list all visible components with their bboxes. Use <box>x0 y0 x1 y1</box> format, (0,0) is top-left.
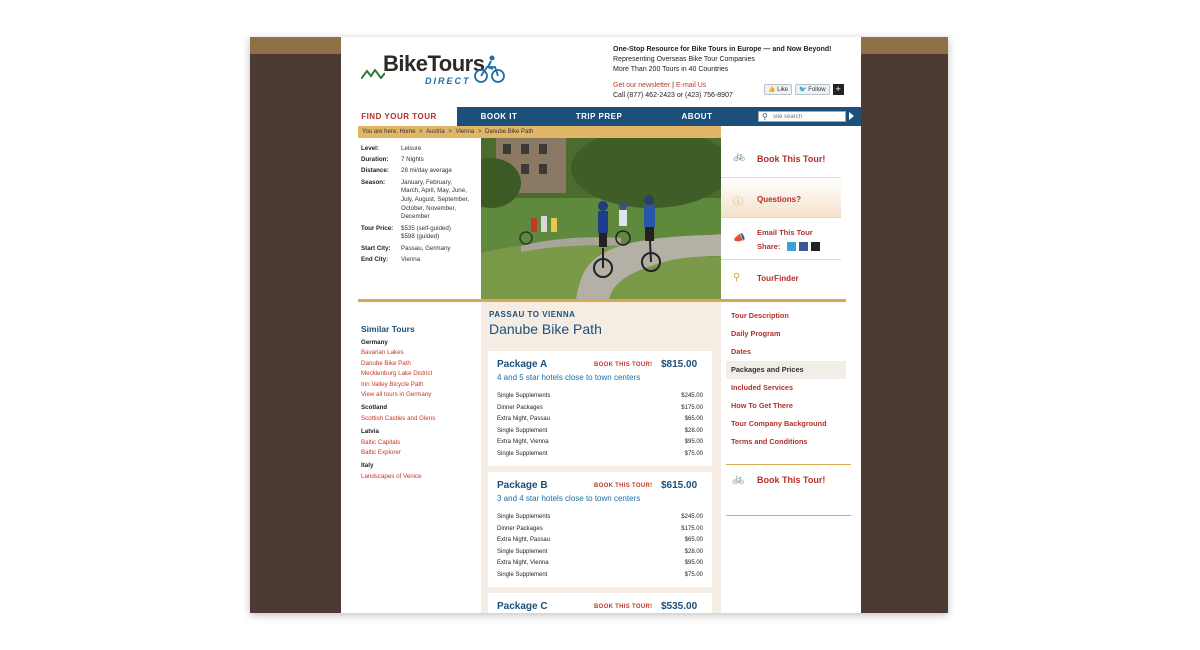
option-name: Single Supplement <box>497 427 548 434</box>
package-card <box>488 593 712 613</box>
package-description: 3 and 4 star hotels close to town centers <box>497 494 641 503</box>
detail-value: Leisure <box>401 145 422 152</box>
screenshot-frame <box>250 37 948 613</box>
detail-row <box>361 145 481 154</box>
package-title: Package A <box>497 359 548 370</box>
package-book-link[interactable]: BOOK THIS TOUR! <box>594 362 653 368</box>
package-price: $815.00 <box>661 359 698 370</box>
search-go-arrow-icon[interactable] <box>849 112 854 120</box>
section-link-packages-and-prices[interactable]: Packages and Prices <box>726 361 846 379</box>
option-price: $175.00 <box>681 404 703 411</box>
tagline-line3: More Than 200 Tours in 40 Countries <box>613 66 729 73</box>
table-row <box>497 524 703 536</box>
table-row <box>497 437 703 449</box>
tourfinder-label: TourFinder <box>757 274 799 283</box>
breadcrumb-home[interactable]: Home <box>399 129 416 135</box>
magnifier-icon: ⚲ <box>733 272 741 283</box>
bicycle-icon: 🚲 <box>733 151 746 162</box>
table-row <box>497 535 703 547</box>
option-price: $95.00 <box>684 439 703 445</box>
packages-section <box>481 302 721 613</box>
option-price: $75.00 <box>684 571 703 578</box>
search-input[interactable] <box>773 112 845 121</box>
similar-link[interactable]: Danube Bike Path <box>361 359 411 367</box>
option-price: $245.00 <box>681 393 703 399</box>
table-row <box>497 449 703 461</box>
tour-photo <box>481 138 721 300</box>
similar-group-germany: Germany <box>361 339 388 346</box>
detail-value: 7 Nights <box>401 156 424 164</box>
nav-tab-book-it[interactable]: BOOK IT <box>480 112 518 121</box>
breadcrumb-separator: > <box>477 129 482 135</box>
book-tour-label: Book This Tour! <box>757 154 826 164</box>
follow-label: Follow <box>808 87 826 93</box>
twitter-follow-button[interactable]: 🐦 Follow <box>795 84 829 95</box>
similar-link[interactable]: Bavarian Lakes <box>361 349 404 357</box>
search-icon: ⚲ <box>762 112 768 121</box>
phone-numbers: Call (877) 462-2423 or (423) 756-8907 <box>613 92 733 99</box>
table-row <box>497 414 703 426</box>
option-name: Extra Night, Passau <box>497 537 551 543</box>
table-row <box>497 426 703 438</box>
detail-label: Duration: <box>361 156 389 164</box>
option-price: $245.00 <box>681 514 703 520</box>
webpage <box>341 37 861 613</box>
email-tour-label: Email This Tour <box>757 228 813 237</box>
nav-tab-find-your-tour[interactable]: FIND YOUR TOUR <box>341 107 457 126</box>
similar-link[interactable]: Baltic Capitals <box>361 438 401 446</box>
plus-share-icon[interactable] <box>811 242 820 251</box>
option-name: Dinner Packages <box>497 525 543 532</box>
detail-label: End City: <box>361 255 389 263</box>
option-name: Single Supplements <box>497 393 551 399</box>
package-options <box>497 512 703 581</box>
tagline-main: One-Stop Resource for Bike Tours in Europe — and Now Beyond! <box>613 46 832 53</box>
package-title: Package B <box>497 480 548 491</box>
similar-group-italy: Italy <box>361 462 374 470</box>
detail-value: $535 (self-guided) $598 (guided) <box>401 224 451 241</box>
megaphone-icon: 📣 <box>733 233 746 244</box>
detail-row <box>361 256 481 265</box>
cyclist-logo-icon <box>473 54 505 84</box>
option-price: $95.00 <box>684 560 703 566</box>
package-card <box>488 351 712 466</box>
header-contact <box>613 81 733 101</box>
tour-name: Danube Bike Path <box>489 321 602 337</box>
option-price: $65.00 <box>684 416 703 422</box>
package-book-link[interactable]: BOOK THIS TOUR! <box>594 604 653 610</box>
similar-group-latvia: Latvia <box>361 428 379 436</box>
breadcrumb <box>358 126 721 138</box>
detail-value: 28 mi/day average <box>401 167 452 175</box>
option-name: Extra Night, Vienna <box>497 560 549 566</box>
detail-row <box>361 225 481 242</box>
tour-route: PASSAU TO VIENNA <box>489 310 576 319</box>
bicycle-icon: 🚲 <box>732 474 745 485</box>
similar-link[interactable]: Mecklenburg Lake District <box>361 370 433 378</box>
option-name: Single Supplement <box>497 548 548 555</box>
section-link-terms-and-conditions[interactable]: Terms and Conditions <box>731 437 808 446</box>
option-name: Single Supplement <box>497 571 548 578</box>
detail-value: Passau, Germany <box>401 244 451 252</box>
questions-action[interactable] <box>721 178 841 218</box>
detail-row <box>361 167 481 176</box>
twitter-share-icon[interactable] <box>787 242 796 251</box>
option-price: $65.00 <box>684 537 703 543</box>
package-book-link[interactable]: BOOK THIS TOUR! <box>594 483 653 489</box>
logo-subtitle: DIRECT <box>425 76 471 86</box>
logo-text: BikeTours <box>383 51 485 76</box>
package-options <box>497 391 703 460</box>
nav-tab-about[interactable]: ABOUT <box>681 112 713 121</box>
tour-sections-nav <box>726 307 846 451</box>
facebook-share-icon[interactable] <box>799 242 808 251</box>
book-tour-bottom-label: Book This Tour! <box>757 475 826 485</box>
mountain-logo-icon <box>361 69 385 79</box>
similar-group-scotland: Scotland <box>361 404 388 412</box>
section-link-tour-description[interactable]: Tour Description <box>731 311 789 320</box>
book-tour-action[interactable] <box>721 138 841 178</box>
section-link-dates[interactable]: Dates <box>731 347 751 356</box>
option-price: $28.00 <box>684 548 703 555</box>
package-description: 4 and 5 star hotels close to town centers <box>497 373 641 382</box>
tour-actions-panel <box>721 138 861 300</box>
similar-tours-title: Similar Tours <box>361 324 415 334</box>
breadcrumb-vienna[interactable]: Vienna <box>455 129 475 135</box>
nav-tab-trip-prep[interactable]: TRIP PREP <box>575 112 623 121</box>
detail-label: Level: <box>361 145 379 152</box>
similar-link[interactable]: Inn Valley Bicycle Path <box>361 380 424 388</box>
newsletter-link[interactable]: Get our newsletter <box>613 82 671 89</box>
table-row <box>497 403 703 415</box>
table-row <box>497 558 703 570</box>
like-label: Like <box>777 87 789 93</box>
tour-details <box>361 145 481 267</box>
questions-label: Questions? <box>757 195 802 204</box>
option-name: Dinner Packages <box>497 404 543 411</box>
question-icon: ⓘ <box>733 197 743 208</box>
breadcrumb-prefix: You are here: <box>362 129 398 135</box>
logo[interactable] <box>361 51 501 91</box>
package-title: Package C <box>497 601 548 612</box>
option-price: $75.00 <box>684 450 703 457</box>
detail-label: Start City: <box>361 244 391 252</box>
section-link-tour-company-background[interactable]: Tour Company Background <box>731 419 827 428</box>
section-link-daily-program[interactable]: Daily Program <box>731 329 781 338</box>
detail-value: Vienna <box>401 255 421 263</box>
section-link-how-to-get-there[interactable]: How To Get There <box>731 401 793 410</box>
package-price: $535.00 <box>661 601 698 612</box>
main-nav <box>341 107 861 126</box>
option-name: Extra Night, Vienna <box>497 439 549 445</box>
facebook-like-button[interactable]: 👍 Like <box>764 84 792 95</box>
table-row <box>497 570 703 582</box>
breadcrumb-austria[interactable]: Austria <box>426 129 445 135</box>
book-tour-bottom[interactable] <box>726 464 851 516</box>
detail-row <box>361 245 481 254</box>
option-price: $28.00 <box>684 427 703 434</box>
detail-label: Tour Price: <box>361 224 394 232</box>
detail-label: Distance: <box>361 167 389 175</box>
email-us-link[interactable]: E-mail Us <box>675 82 707 89</box>
detail-label: Season: <box>361 178 386 186</box>
tagline-line2: Representing Overseas Bike Tour Companies <box>613 56 755 63</box>
similar-tours <box>361 323 476 482</box>
package-card <box>488 472 712 587</box>
header-tagline <box>613 45 831 75</box>
social-buttons <box>764 84 844 95</box>
breadcrumb-separator: > <box>419 129 423 135</box>
similar-link[interactable]: Baltic Explorer <box>361 449 401 457</box>
detail-row <box>361 179 481 223</box>
breadcrumb-current: Danube Bike Path <box>485 129 534 135</box>
option-name: Single Supplement <box>497 450 548 457</box>
email-tour-action[interactable] <box>721 218 841 260</box>
table-row <box>497 391 703 403</box>
option-name: Extra Night, Passau <box>497 416 551 422</box>
table-row <box>497 547 703 559</box>
table-row <box>497 512 703 524</box>
contact-divider: | <box>672 82 674 89</box>
breadcrumb-separator: > <box>448 129 452 135</box>
similar-link[interactable]: Scottish Castles and Glens <box>361 414 436 422</box>
similar-link[interactable]: Landscapes of Venice <box>361 472 422 480</box>
detail-row <box>361 156 481 165</box>
plus-share-button[interactable]: + <box>833 84 844 95</box>
share-label: Share: <box>757 242 781 251</box>
package-price: $615.00 <box>661 480 698 491</box>
option-price: $175.00 <box>681 525 703 532</box>
similar-link[interactable]: View all tours in Germany <box>361 391 432 399</box>
option-name: Single Supplements <box>497 514 551 520</box>
search-box <box>758 111 846 122</box>
section-link-included-services[interactable]: Included Services <box>731 383 794 392</box>
detail-value: January, February, March, April, May, June, July, August, September, October, November, December <box>401 178 469 221</box>
tourfinder-action[interactable] <box>721 260 841 296</box>
